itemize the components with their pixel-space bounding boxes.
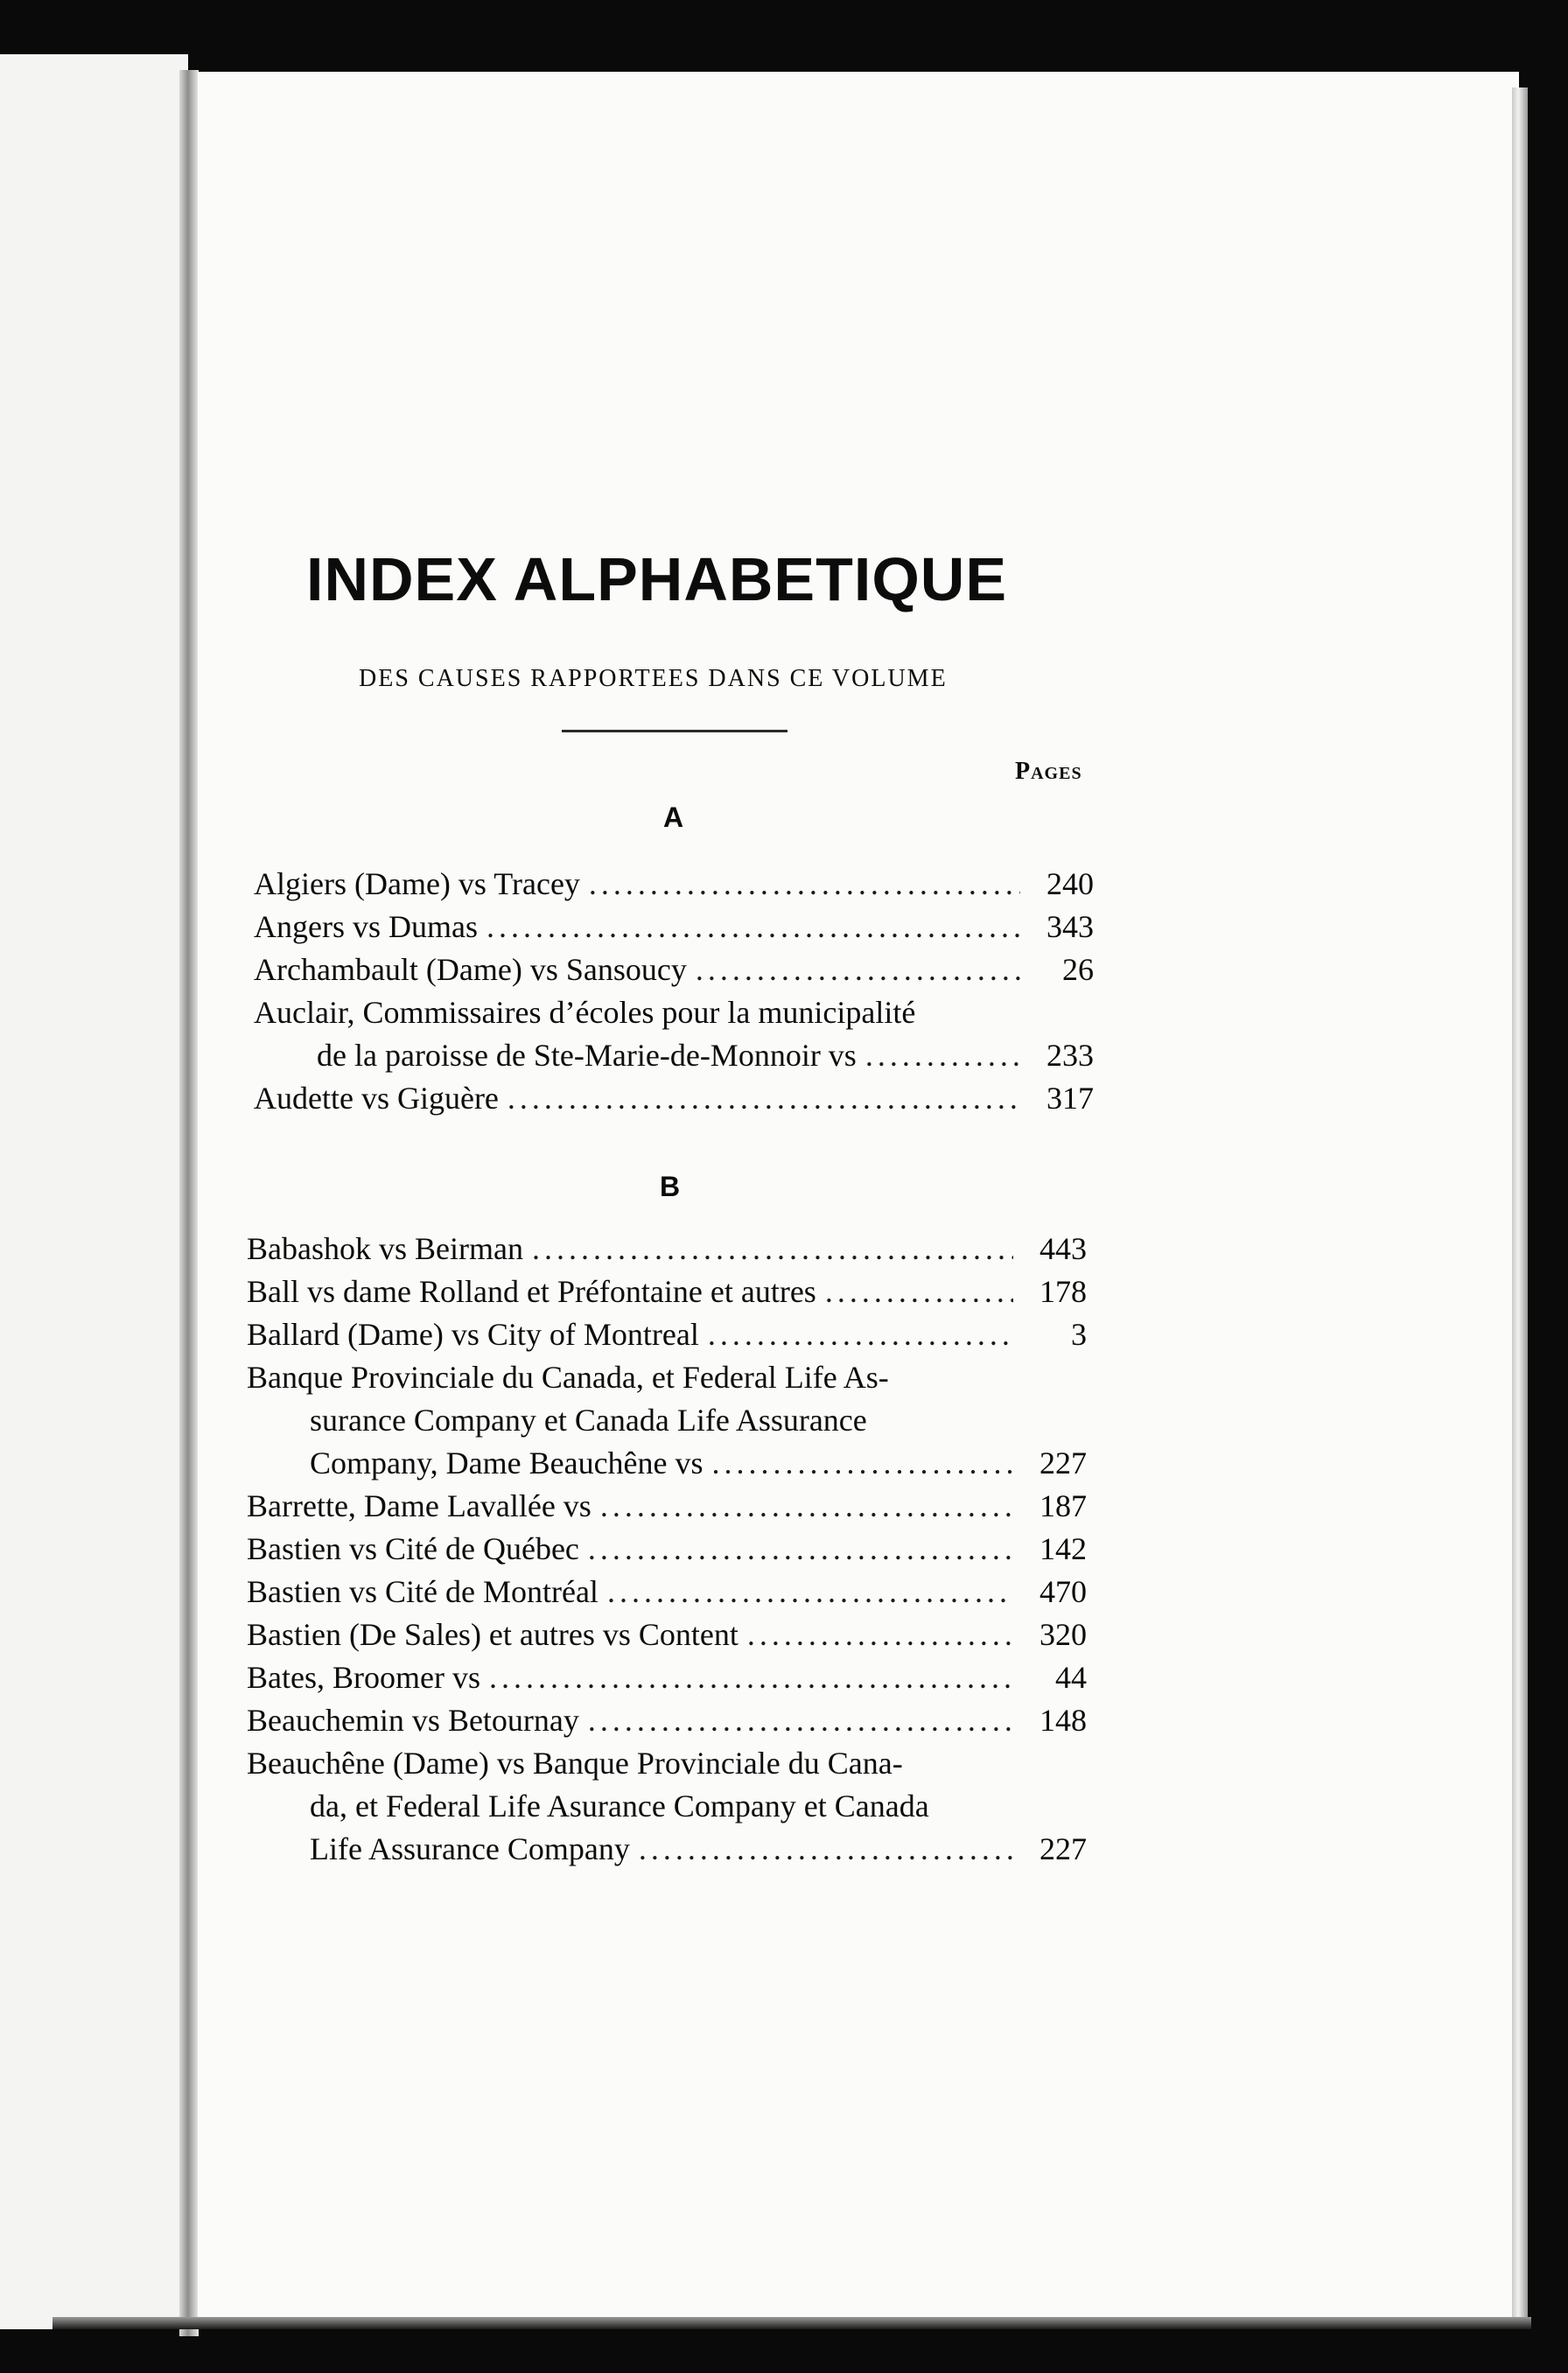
entry-text: Ballard (Dame) vs City of Montreal [247, 1317, 699, 1352]
section-a-entries [254, 863, 1094, 1120]
entry-page: 227 [1040, 1446, 1087, 1480]
entry-page: 26 [1062, 952, 1094, 987]
index-entry [247, 1228, 1087, 1270]
entry-text: Babashok vs Beirman [247, 1231, 523, 1266]
index-entry [254, 906, 1094, 948]
index-entry [254, 863, 1094, 906]
entry-text: surance Company et Canada Life Assurance [310, 1403, 867, 1438]
entry-text: Bates, Broomer vs [247, 1660, 480, 1695]
index-entry [247, 1699, 1087, 1742]
entry-page: 443 [1040, 1231, 1087, 1266]
entry-page: 233 [1046, 1038, 1094, 1073]
dot-leader [708, 1313, 1013, 1356]
section-letter-b: B [660, 1171, 681, 1202]
index-entry [247, 1614, 1087, 1656]
dot-leader [600, 1485, 1013, 1528]
page-title: INDEX ALPHABETIQUE [306, 545, 1008, 613]
entry-page: 44 [1055, 1660, 1087, 1695]
entry-page: 470 [1040, 1574, 1087, 1609]
entry-text: Beauchêne (Dame) vs Banque Provinciale du Cana- [247, 1746, 903, 1781]
entry-page: 343 [1046, 909, 1094, 944]
entry-text: Bastien vs Cité de Montréal [247, 1574, 598, 1609]
dot-leader [486, 906, 1020, 948]
dot-leader [696, 948, 1020, 991]
dot-leader [589, 863, 1020, 906]
entry-continuation [247, 1442, 1087, 1485]
entry-text: Archambault (Dame) vs Sansoucy [254, 952, 687, 987]
dot-leader [712, 1442, 1013, 1485]
dot-leader [532, 1228, 1013, 1270]
index-entry [247, 1270, 1087, 1313]
dot-leader [489, 1656, 1013, 1699]
entry-page: 142 [1040, 1531, 1087, 1566]
dot-leader [639, 1828, 1013, 1871]
entry-text: Algiers (Dame) vs Tracey [254, 866, 580, 901]
index-entry [247, 1313, 1087, 1356]
entry-text: Ball vs dame Rolland et Préfontaine et autres [247, 1274, 816, 1309]
dot-leader [588, 1528, 1013, 1571]
entry-page: 178 [1040, 1274, 1087, 1309]
index-entry-multiline [247, 1742, 1087, 1871]
entry-text: Life Assurance Company [310, 1831, 630, 1866]
pages-column-label: Pages [1015, 758, 1082, 785]
entry-page: 3 [1071, 1317, 1087, 1352]
entry-text: Angers vs Dumas [254, 909, 478, 944]
index-entry [247, 1571, 1087, 1614]
entry-text: Auclair, Commissaires d’écoles pour la municipalité [254, 995, 916, 1030]
dot-leader [825, 1270, 1013, 1313]
dot-leader [747, 1614, 1013, 1656]
dot-leader [588, 1699, 1013, 1742]
index-entry-multiline [247, 1356, 1087, 1485]
index-entry-multiline [254, 991, 1094, 1077]
entry-text: Barrette, Dame Lavallée vs [247, 1488, 592, 1523]
title-rule [562, 730, 788, 732]
entry-page: 240 [1046, 866, 1094, 901]
index-entry [254, 948, 1094, 991]
entry-page: 148 [1040, 1703, 1087, 1738]
entry-page: 227 [1040, 1831, 1087, 1866]
index-entry [254, 1077, 1094, 1120]
entry-continuation [254, 1034, 1094, 1077]
index-entry [247, 1656, 1087, 1699]
entry-page: 187 [1040, 1488, 1087, 1523]
entry-text: Audette vs Giguère [254, 1081, 499, 1116]
index-entry [247, 1528, 1087, 1571]
entry-text: Banque Provinciale du Canada, et Federal Life As- [247, 1360, 889, 1395]
entry-text: da, et Federal Life Asurance Company et Canada [310, 1788, 929, 1824]
entry-text: Beauchemin vs Betournay [247, 1703, 579, 1738]
entry-text: de la paroisse de Ste-Marie-de-Monnoir vs [317, 1038, 857, 1073]
entry-text: Company, Dame Beauchêne vs [310, 1446, 704, 1480]
dot-leader [865, 1034, 1020, 1077]
entry-text: Bastien (De Sales) et autres vs Content [247, 1617, 738, 1652]
page-subtitle: DES CAUSES RAPPORTEES DANS CE VOLUME [359, 665, 948, 692]
section-letter-a: A [663, 802, 684, 833]
entry-page: 320 [1040, 1617, 1087, 1652]
dot-leader [607, 1571, 1013, 1614]
entry-continuation [247, 1828, 1087, 1871]
entry-page: 317 [1046, 1081, 1094, 1116]
dot-leader [508, 1077, 1020, 1120]
index-entry [247, 1485, 1087, 1528]
entry-text: Bastien vs Cité de Québec [247, 1531, 579, 1566]
section-b-entries [247, 1228, 1087, 1871]
